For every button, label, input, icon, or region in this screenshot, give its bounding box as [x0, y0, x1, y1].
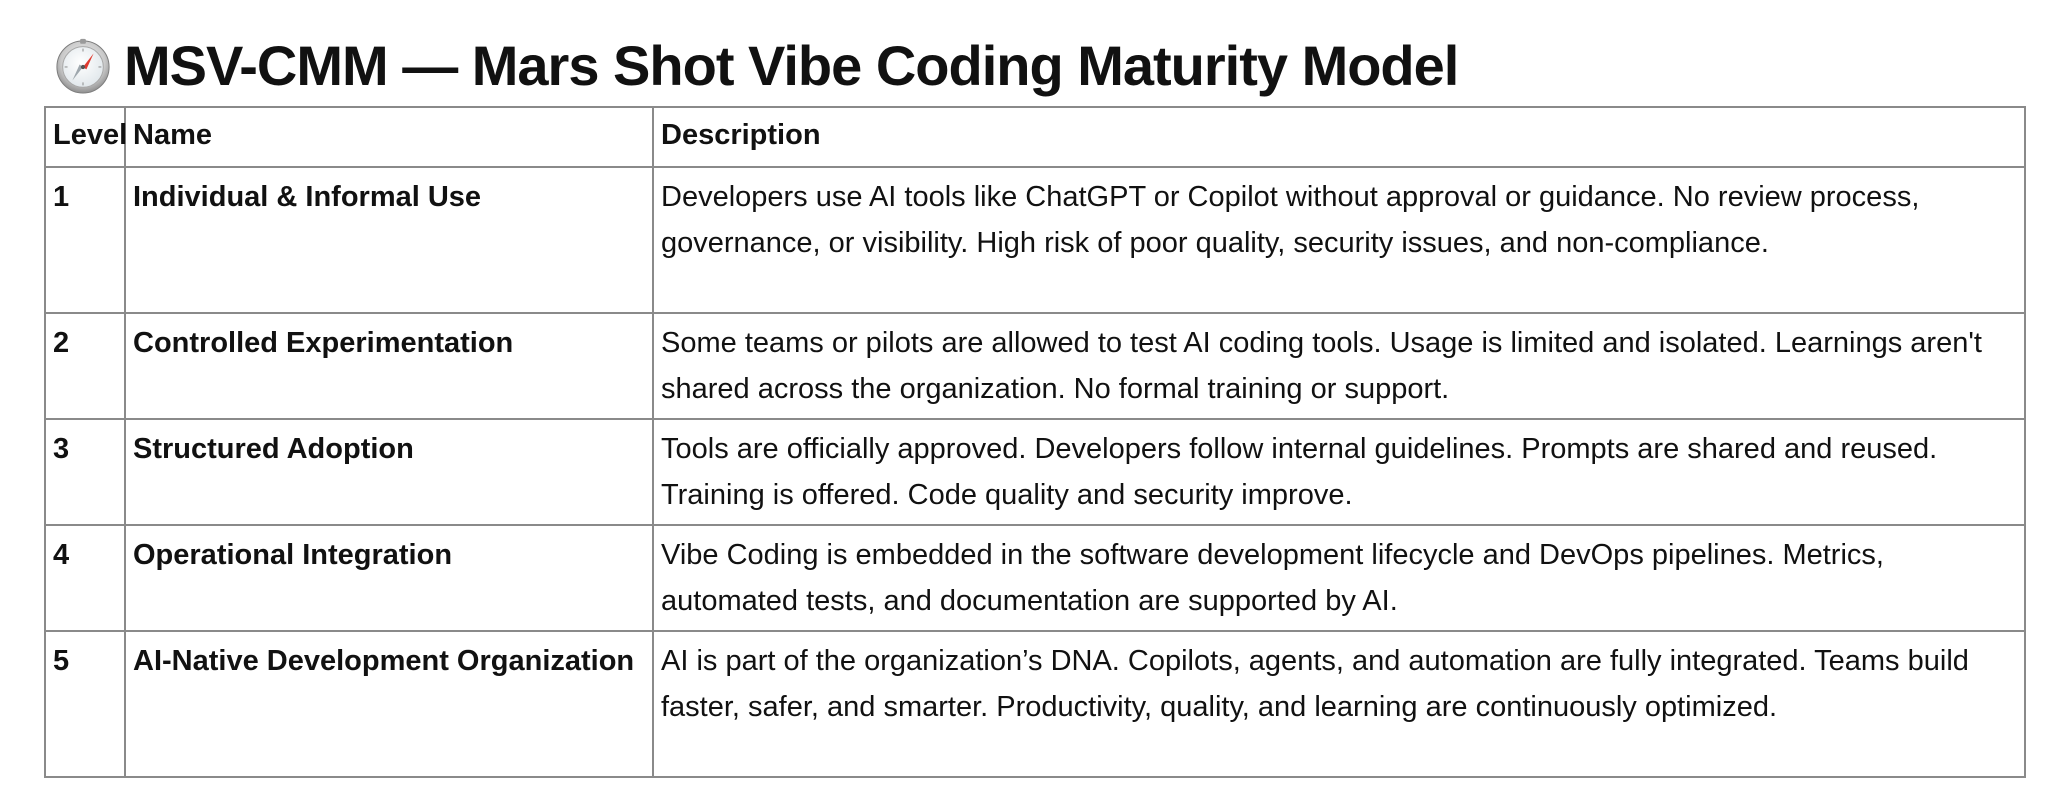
level-cell: 5	[45, 631, 125, 777]
description-cell: Tools are officially approved. Developers follow internal guidelines. Prompts are shared and reused. Training is offered. Code quality and security improve.	[653, 419, 2025, 525]
level-cell: 3	[45, 419, 125, 525]
name-cell: Individual & Informal Use	[125, 167, 653, 313]
compass-icon	[54, 37, 112, 95]
level-cell: 2	[45, 313, 125, 419]
column-header-level: Level	[45, 107, 125, 167]
level-cell: 4	[45, 525, 125, 631]
name-cell: Operational Integration	[125, 525, 653, 631]
table-row	[45, 167, 2025, 313]
name-cell: Controlled Experimentation	[125, 313, 653, 419]
table-header-row	[45, 107, 2025, 167]
table-row	[45, 631, 2025, 777]
description-cell: AI is part of the organization’s DNA. Copilots, agents, and automation are fully integrated. Teams build faster, safer, and smarter. Productivity, quality, and learning are continuously optimized.	[653, 631, 2025, 777]
description-cell: Developers use AI tools like ChatGPT or Copilot without approval or guidance. No review process, governance, or visibility. High risk of poor quality, security issues, and non-compliance.	[653, 167, 2025, 313]
column-header-name: Name	[125, 107, 653, 167]
title-row	[44, 26, 2026, 106]
name-cell: Structured Adoption	[125, 419, 653, 525]
description-cell: Some teams or pilots are allowed to test AI coding tools. Usage is limited and isolated. Learnings aren't shared across the organization. No formal training or support.	[653, 313, 2025, 419]
document	[44, 26, 2026, 778]
column-header-description: Description	[653, 107, 2025, 167]
table-row	[45, 313, 2025, 419]
page-title: MSV-CMM — Mars Shot Vibe Coding Maturity Model	[124, 34, 1459, 97]
level-cell: 1	[45, 167, 125, 313]
name-cell: AI-Native Development Organization	[125, 631, 653, 777]
table-row	[45, 419, 2025, 525]
table-row	[45, 525, 2025, 631]
description-cell: Vibe Coding is embedded in the software development lifecycle and DevOps pipelines. Metrics, automated tests, and documentation are supported by AI.	[653, 525, 2025, 631]
maturity-model-table	[44, 106, 2026, 778]
